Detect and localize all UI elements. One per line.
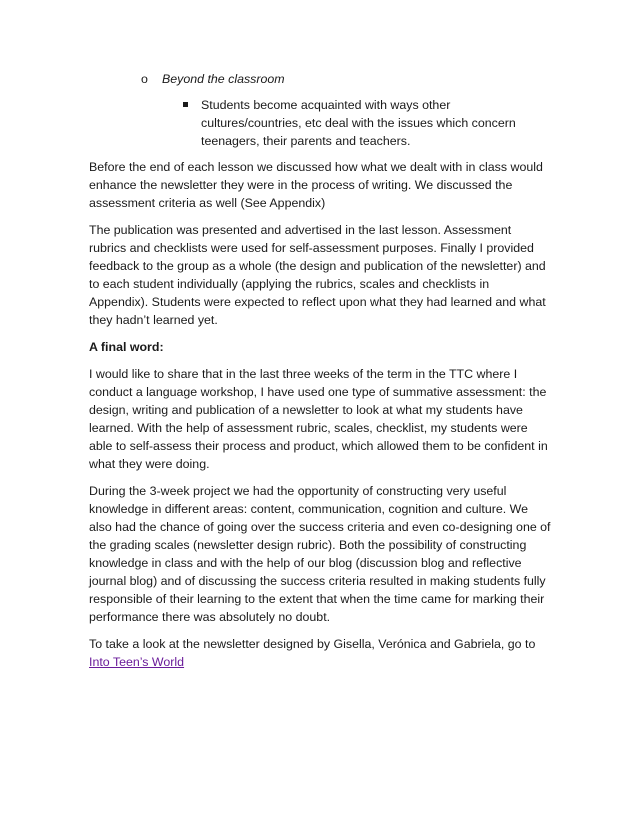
document-body: [89, 70, 551, 680]
paragraph: The publication was presented and advertised in the last lesson. Assessment rubrics and checklists were used for self-assessment purposes. Finally I provided feedback to the group as a whole (the design and publication of the newsletter) and to each student individually (applying the rubrics, scales and checklists in Appendix). Students were expected to reflect upon what they had learned and what they hadn’t learned yet.: [89, 223, 546, 327]
list-item-text: Students become acquainted with ways other cultures/countries, etc deal with the issues which concern teenagers, their parents and teachers.: [201, 98, 516, 148]
closing-text: To take a look at the newsletter designed by Gisella, Verónica and Gabriela, go to: [89, 637, 536, 651]
list-item-level2: [89, 70, 551, 88]
circle-bullet-marker: o: [141, 72, 148, 86]
paragraph: I would like to share that in the last three weeks of the term in the TTC where I conduct a language workshop, I have used one type of summative assessment: the design, writing and publication of a newsletter to look at what my students have learned. With the help of assessment rubric, scales, checklist, my students were able to self-assess their process and product, which allowed them to be confident in what they were doing.: [89, 367, 548, 471]
square-bullet-icon: [183, 102, 188, 107]
list-item-text: Beyond the classroom: [162, 72, 285, 86]
list-item-level3: [89, 96, 551, 150]
section-heading: A final word:: [89, 340, 164, 354]
paragraph: Before the end of each lesson we discussed how what we dealt with in class would enhance the newsletter they were in the process of writing. We discussed the assessment criteria as well (See Appendix): [89, 160, 543, 210]
paragraph: During the 3-week project we had the opportunity of constructing very useful knowledge in different areas: content, communication, cognition and culture. We also had the chance of going over the success criteria and even co-designing one of the grading scales (newsletter design rubric). Both the possibility of constructing knowledge in class and with the help of our blog (discussion blog and reflective journal blog) and of discussing the success criteria resulted in making students fully responsible of their learning to the extent that when the time came for marking their performance there was absolutely no doubt.: [89, 484, 551, 624]
newsletter-link[interactable]: Into Teen’s World: [89, 655, 185, 669]
closing-paragraph: [89, 635, 551, 671]
